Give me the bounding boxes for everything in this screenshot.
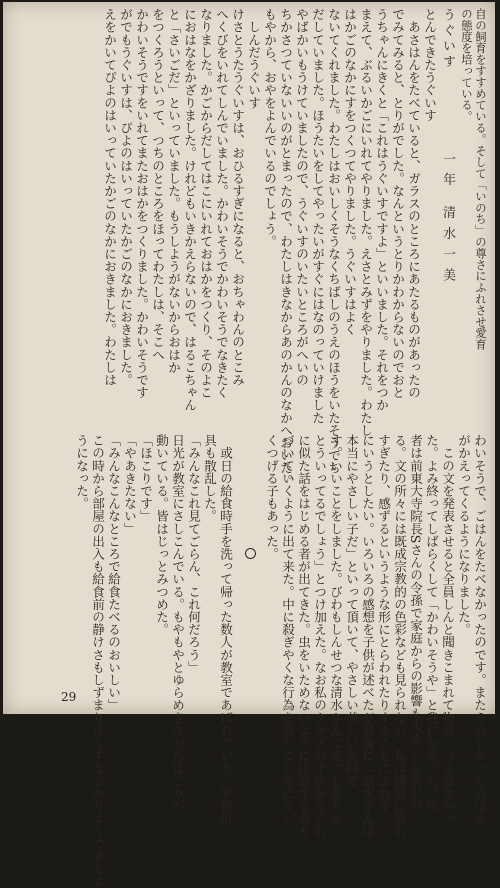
commentary-line: に似た話をはじめる者が出てきた。虫をいためないように注意する者も [296,434,311,838]
story-line: えをかいてぴよのはいっていたかごのなかにおきました。わたしは [102,8,117,386]
story-line: と「さいごだ」といっていました。もうしようがないからおはか [166,8,181,374]
commentary-line: 者は前東大寺院長Sさんの令孫で家庭からの影響も大きいと思われ [408,434,423,809]
episode-line: この時から部屋の出入も給食前の静けさもしずまりゆくすなつかりよくできるよ [90,434,105,888]
story-title: うぐいす [440,8,455,71]
commentary-line: にいうとしたい。いろいろの感想を子供が述べたが最後に「清水さんは [360,434,375,838]
story-line: がでもうぐいすは、ぴよのはいっていたかごのなかにおきました。 [118,8,133,386]
commentary-line: わいそうで、ごはんをたべなかったのです。またうれしかったのはえ [472,434,487,825]
story-line: だしていました。ほうたいをしてやったいがすぐにはなのっていけました [310,8,325,424]
commentary-line: とういってるでしょう」とつけ加えた。なお私のクラスの子供からこれ [312,434,327,838]
episode-line: 具も散乱した。 [202,434,217,523]
story-line: もやから、おやをよんでいるのでしょう。 [262,8,277,248]
story-subheading: しんだうぐいす [246,8,261,109]
story-line: かわいそうですをいれてまたおはかをつくりました。かわいそうです [134,8,149,399]
episode-line: 日光が教室にさしこんでいる。もやもやとゆらめきながらほこりが [170,434,185,812]
book-page [3,2,495,888]
episode-line: 「やあきたない」 [122,434,137,535]
commentary-line: す。いいことをしました。びわもしんせつな清水さんにきっとありが [328,434,343,825]
episode-line: 「ほこりです」 [138,434,153,523]
episode-line: うになった。 [74,434,89,510]
page-number: 29 [61,690,77,704]
episode-line: 動いている。皆はじっとみつめた。 [154,434,169,636]
commentary-line: この文を発表させると全員しんと聞きこまれて物音一つさせなかっ [440,434,455,825]
story-line: まえて、ぶるいかごにいれてやりました。えさとみずをやりました。わたし [358,8,373,437]
story-line: ちかさつていないいのがとまったので、わたしはきなからあのかんのなかへおいた。 [278,8,293,487]
story-line: うちゃんにきくと「これはうぐいすですよ」といいました。それをつか [374,8,389,412]
story-line: はかごのなかにすをつくつてやりました。うぐいすはよく [342,8,357,336]
commentary-line: る。文の所々には既成宗教的の色彩なども見られない。私は感情に流れ [392,434,407,838]
story-line: けさとうたうぐいすは、おひるすぎになると、おちゃわんのとこみ [230,8,245,386]
episode-line: 「みんなこれ見てごらん、これ何だろう」 [186,434,201,674]
story-line: あさはんをたべていると、ガラスのところにあたるものがあったの [406,8,421,399]
commentary-line: がかえってくるようになりました。 [456,434,471,636]
story-line: におはなをかざりました。けれどもいきかえらないので、はるこちゃん [182,8,197,412]
story-line: をつくろうといって、つちのところをほってわたしは、そこへ [150,8,165,361]
commentary-line: 本当にやさしい子だ」といって頂いて、やさしい美しい気持で [344,434,359,787]
story-line: でみてみると、とりがでした。なんというとりかわからないのでおと [390,8,405,399]
commentary-line: くつげる子もあった。 [264,434,279,560]
story-author: 一年 清水一美 [440,152,455,289]
episode-line: 「みんなこんなところで給食たべるのおいしい」 [106,434,121,712]
intro-line-2: の態度を培っている。 [460,8,474,122]
intro-line-1: 自の飼育をすすめている。そして「いのち」の尊さにふれさせ愛育 [474,8,488,350]
story-line: とんできたうぐいす [422,8,437,122]
story-line: へくびをいれてしんでいました。かわいそうでかわいそうでなきたく [214,8,229,399]
commentary-line: た。よみ終ってしばらくして「かわいそうや」と我にかえった。作 [424,434,439,812]
story-line: やばかいもうけていましたので、うぐいすのいたいところがへいの [294,8,309,386]
commentary-line: づいていくように出て来た。中に殺ぎやくな行為を見たことをにくし [280,434,295,825]
story-line: ないてくれました。わたしはおいしくそうなくちばしのうえのほうをいたそうでち [326,8,341,475]
commentary-line: すぎたり、感ずるというような形にとらわれたりすることにふれず [376,434,391,812]
episode-line: 或日の給食時手を洗って帰った数人が教室であばれている。学習用 [218,434,233,825]
story-line: なりました。かごからだしてはこにいれておはかをつくり、そのよこ [198,8,213,399]
section-separator-circle [245,548,256,559]
